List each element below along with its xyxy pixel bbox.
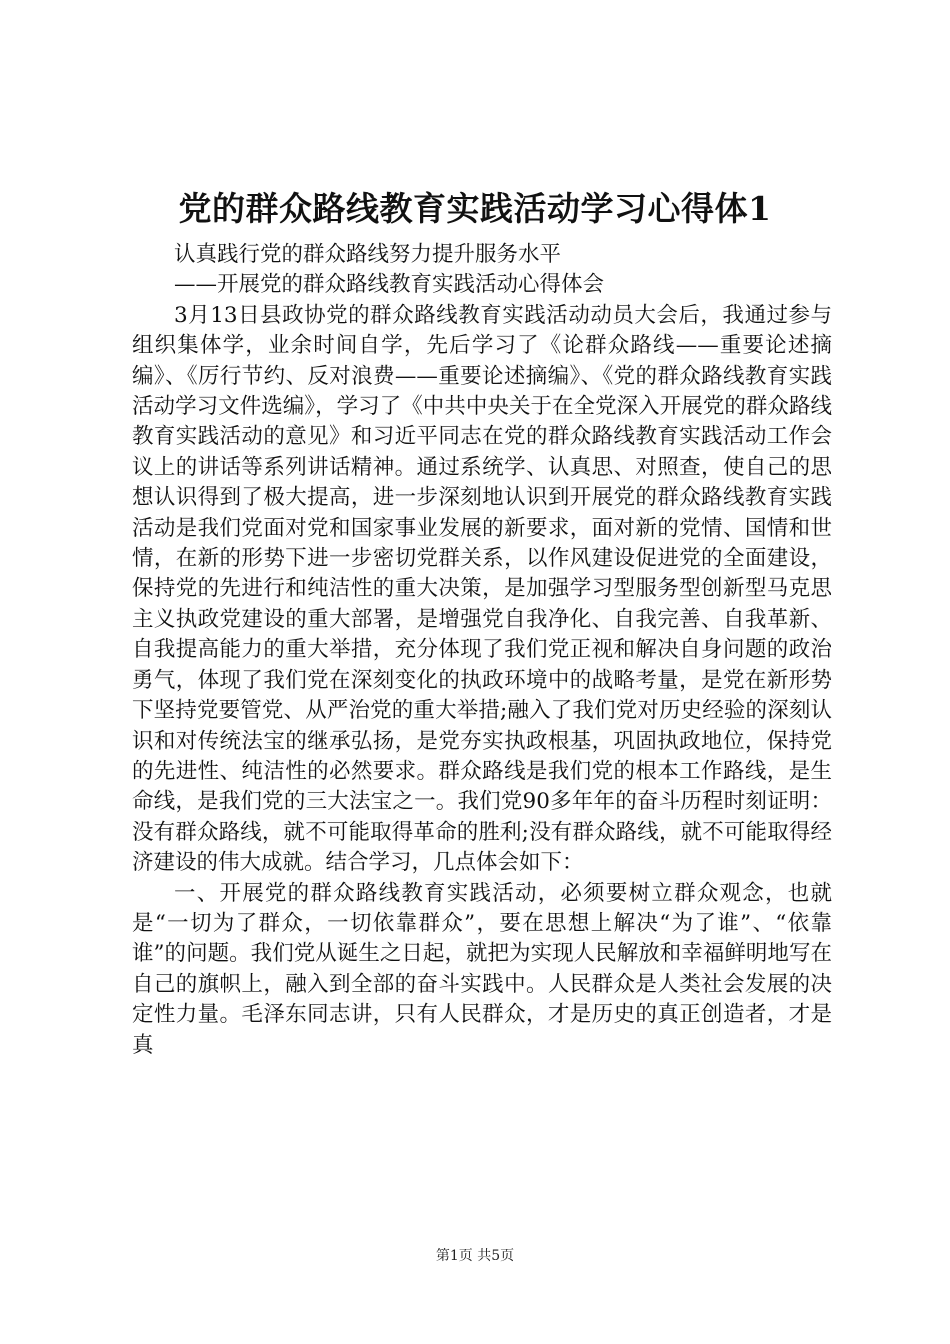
page-footer: 第1页 共5页 <box>435 1248 515 1264</box>
document-subtitle-1: 认真践行党的群众路线努力提升服务水平 <box>174 242 562 267</box>
document-title: 党的群众路线教育实践活动学习心得体1 <box>178 189 772 228</box>
body-paragraph-1: 3月13日县政协党的群众路线教育实践活动动员大会后，我通过参与组织集体学，业余时间自学，先后学习了《论群众路线——重要论述摘编》、《厉行节约、反对浪费——重要论述摘编》、《党的群众路线教育实践活动学习文件选编》，学习了《中共中央关于在全党深入开展党的群众路线教育实践活动的意见》和习近平同志在党的群众路线教育实践活动工作会议上的讲话等系列讲话精神。通过系统学、认真思、对照查，使自己的思想认识得到了极大提高，进一步深刻地认识到开展党的群众路线教育实践活动是我们党面对党和国家事业发展的新要求，面对新的党情、国情和世情，在新的形势下进一步密切党群关系，以作风建设促进党的全面建设，保持党的先进行和纯洁性的重大决策，是加强学习型服务型创新型马克思主义执政党建设的重大部署，是增强党自我净化、自我完善、自我革新、自我提高能力的重大举措，充分体现了我们党正视和解决自身问题的政治勇气，体现了我们党在深刻变化的执政环境中的战略考量，是党在新形势下坚持党要管党、从严治党的重大举措;融入了我们党对历史经验的深刻认识和对传统法宝的继承弘扬，是党夯实执政根基，巩固执政地位，保持党的先进性、纯洁性的必然要求。群众路线是我们党的根本工作路线，是生命线，是我们党的三大法宝之一。我们党90多年年的奋斗历程时刻证明：没有群众路线，就不可能取得革命的胜利;没有群众路线，就不可能取得经济建设的伟大成就。结合学习，几点体会如下： <box>132 302 832 876</box>
body-paragraph-2: 一、开展党的群众路线教育实践活动，必须要树立群众观念，也就是“一切为了群众，一切依靠群众”，要在思想上解决“为了谁”、“依靠谁”的问题。我们党从诞生之日起，就把为实现人民解放和幸福鲜明地写在自己的旗帜上，融入到全部的奋斗实践中。人民群众是人类社会发展的决定性力量。毛泽东同志讲，只有人民群众，才是历史的真正创造者，才是真 <box>132 880 832 1058</box>
document-body <box>132 240 832 1061</box>
document-subtitle-2: ——开展党的群众路线教育实践活动心得体会 <box>174 272 605 298</box>
